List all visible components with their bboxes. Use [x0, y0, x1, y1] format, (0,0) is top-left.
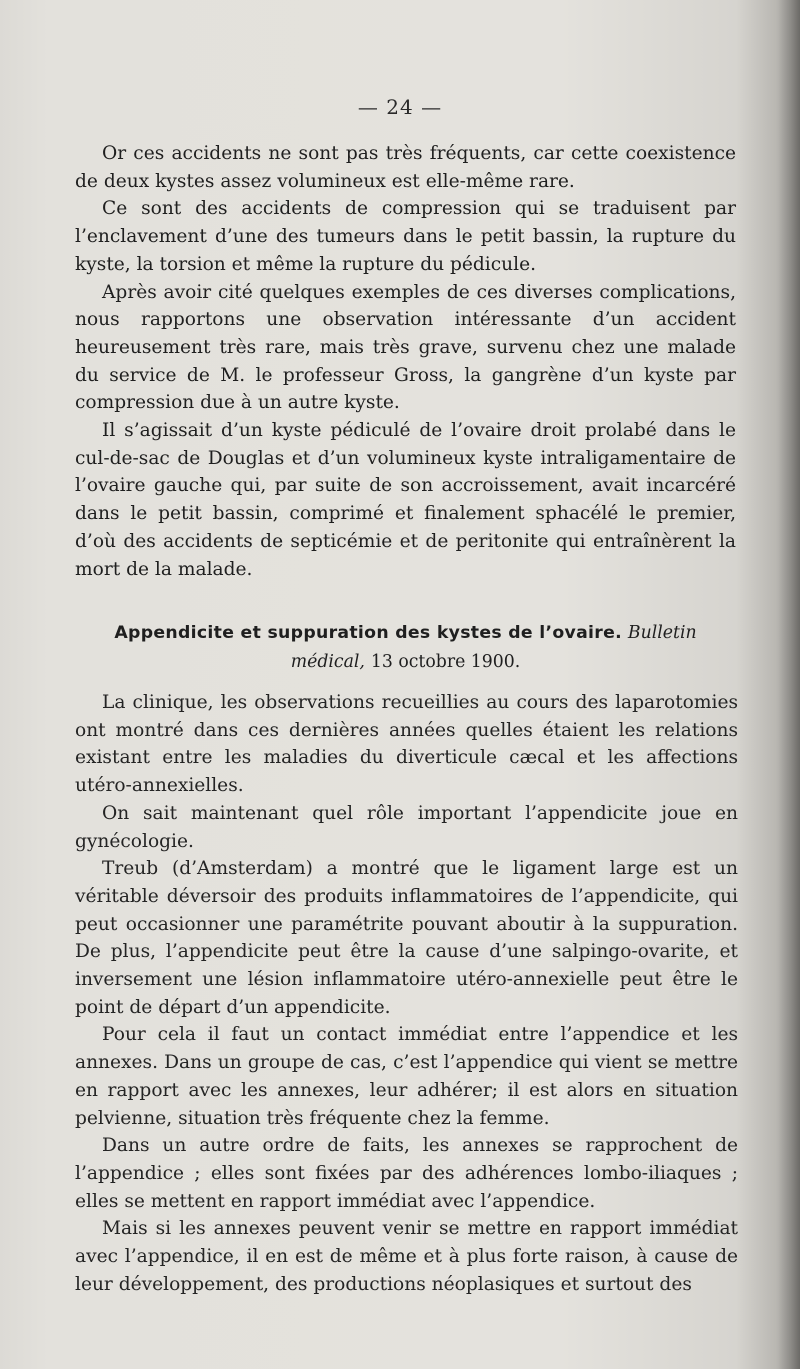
- paragraph: Dans un autre ordre de faits, les annexes se rapprochent de l’appendice ; elles sont fixées par des adhérences lombo-iliaques ; elles se mettent en rapport immédiat avec l’appendice.: [75, 1135, 738, 1212]
- heading-title: Appendicite et suppuration des kystes de l’ovaire.: [114, 623, 622, 643]
- paragraph: On sait maintenant quel rôle important l’appendicite joue en gynécologie.: [75, 802, 738, 852]
- page-number: — 24 —: [357, 95, 443, 119]
- paragraph: Or ces accidents ne sont pas très fréquents, car cette coexistence de deux kystes assez volumineux est elle-même rare.: [75, 143, 736, 192]
- paragraph: Pour cela il faut un contact immédiat entre l’appendice et les annexes. Dans un groupe de cas, c’est l’appendice qui vient se mettre en rapport avec les annexes, leur adhérer; il est alors en situation pelvienne, situation très fréquente chez la femme.: [75, 1024, 738, 1129]
- heading-source: Bulletin médical,: [290, 623, 697, 672]
- section-heading: [75, 619, 736, 676]
- section-1-text: [75, 140, 736, 583]
- paragraph: Ce sont des accidents de compression qui se traduisent par l’enclavement d’une des tumeurs dans le petit bassin, la rupture du kyste, la torsion et même la rupture du pédicule.: [75, 198, 736, 275]
- paragraph: Treub (d’Amsterdam) a montré que le ligament large est un véritable déversoir des produits inflammatoires de l’appendicite, qui peut occasionner une paramétrite pouvant aboutir à la suppuration. De plus, l’appendicite peut être la cause d’une salpingo-ovarite, et inversement une lésion inflammatoire utéro-annexielle peut être le point de départ d’un appendicite.: [75, 858, 738, 1018]
- section-2-text: [75, 689, 738, 1298]
- paragraph: La clinique, les observations recueillies au cours des laparotomies ont montré dans ces dernières années quelles étaient les relations existant entre les maladies du diverticule cæcal et les affections utéro-annexielles.: [75, 692, 738, 797]
- page-edge-shadow: [778, 0, 800, 1369]
- paragraph: Après avoir cité quelques exemples de ces diverses complications, nous rapportons une observation intéressante d’un accident heureusement très rare, mais très grave, survenu chez une malade du service de M. le professeur Gross, la gangrène d’un kyste par compression due à un autre kyste.: [75, 281, 736, 414]
- paragraph: Mais si les annexes peuvent venir se mettre en rapport immédiat avec l’appendice, il en est de même et à plus forte raison, à cause de leur développement, des productions néoplasiques et surtout des: [75, 1218, 738, 1295]
- heading-date: 13 octobre 1900.: [370, 651, 521, 672]
- paragraph: Il s’agissait d’un kyste pédiculé de l’ovaire droit prolabé dans le cul-de-sac de Douglas et d’un volumineux kyste intraligamentaire de l’ovaire gauche qui, par suite de son accroissement, avait incarcéré dans le petit bassin, comprimé et finalement sphacélé le premier, d’où des accidents de septicémie et de peritonite qui entraînèrent la mort de la malade.: [75, 420, 736, 580]
